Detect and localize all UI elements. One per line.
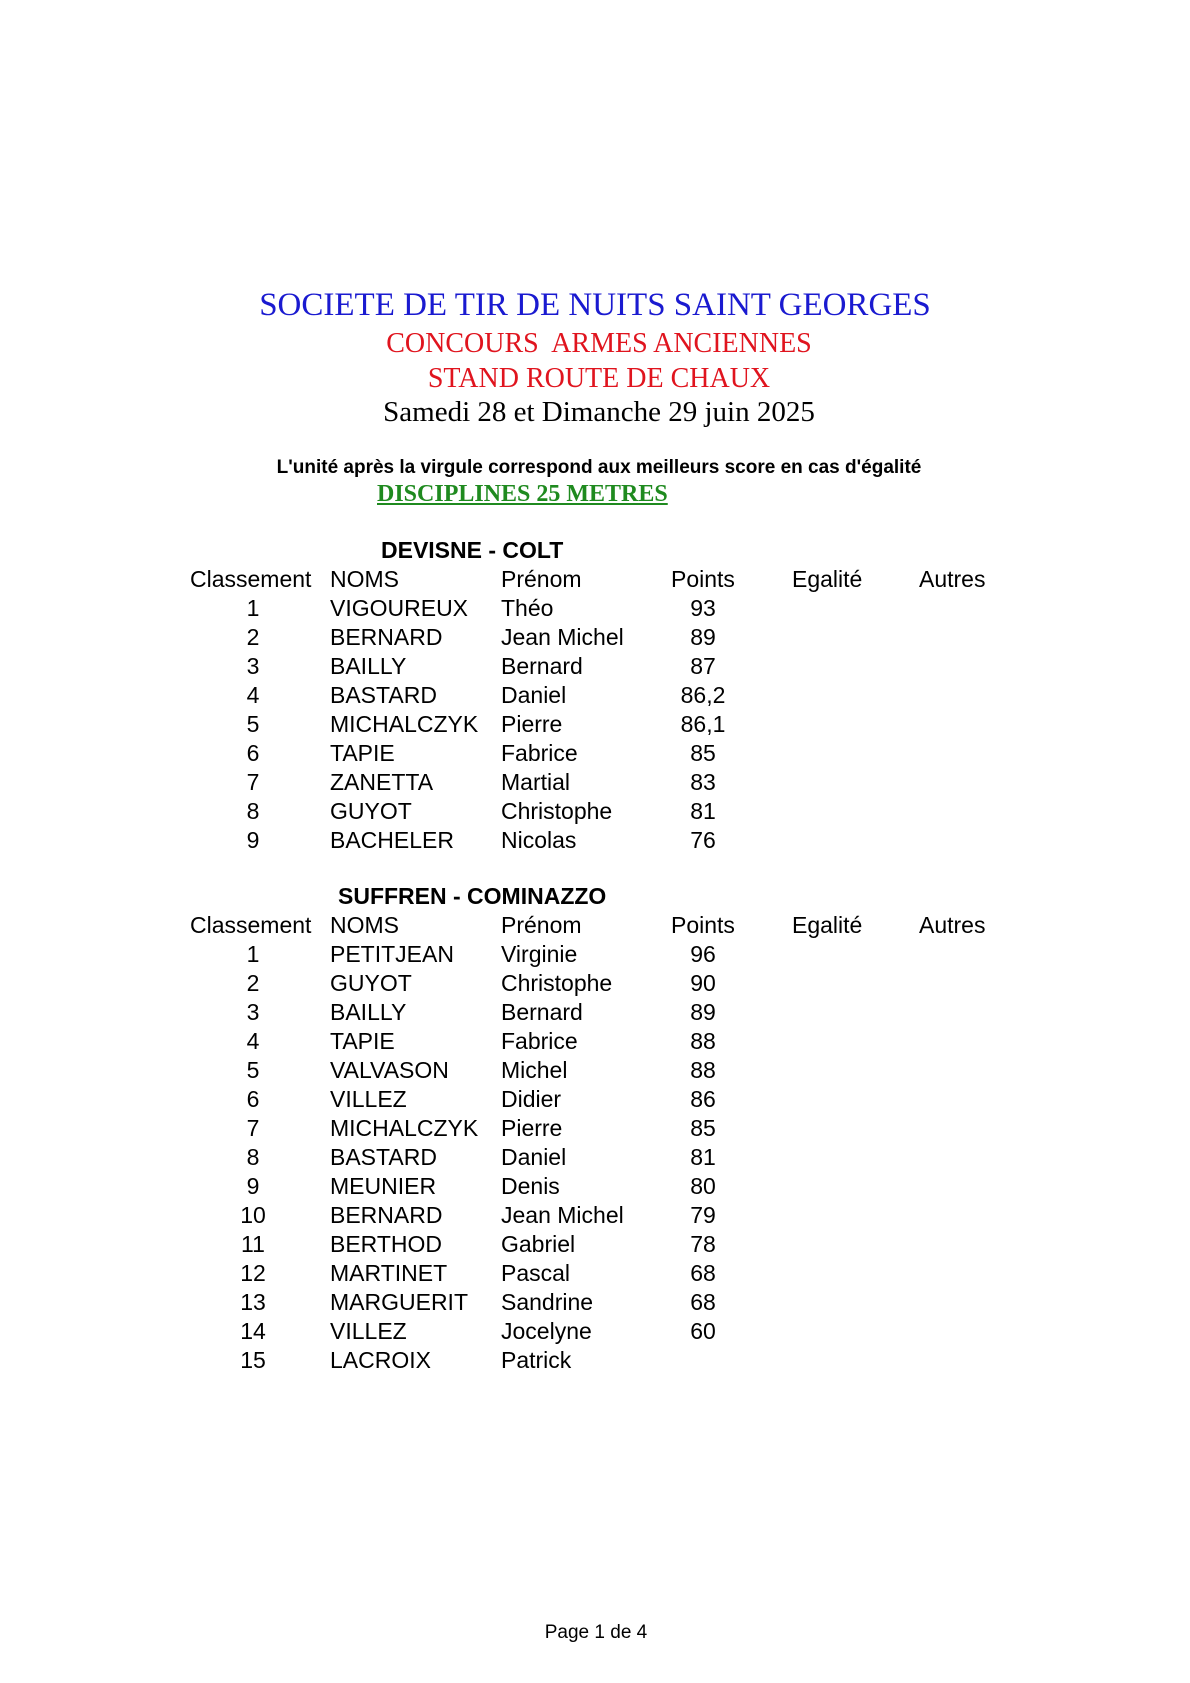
cell-first-name: Fabrice — [501, 1028, 578, 1054]
cell-rank: 14 — [240, 1318, 266, 1344]
cell-points: 68 — [690, 1260, 716, 1286]
table-row — [0, 624, 1190, 653]
cell-first-name: Michel — [501, 1057, 568, 1083]
table-row — [0, 798, 1190, 827]
table-row — [0, 1289, 1190, 1318]
table-header-row — [0, 912, 1190, 941]
cell-name: BAILLY — [330, 999, 407, 1025]
cell-name: VIGOUREUX — [330, 595, 469, 621]
cell-points: 93 — [690, 595, 716, 621]
cell-first-name: Pascal — [501, 1260, 571, 1286]
table-row — [0, 653, 1190, 682]
cell-rank: 6 — [246, 740, 260, 766]
column-header-first-name: Prénom — [501, 912, 582, 938]
cell-first-name: Nicolas — [501, 827, 577, 853]
cell-name: BERNARD — [330, 1202, 443, 1228]
column-header-tie: Egalité — [792, 912, 863, 938]
table-row — [0, 827, 1190, 856]
cell-rank: 5 — [246, 711, 260, 737]
table-row — [0, 1260, 1190, 1289]
cell-first-name: Denis — [501, 1173, 560, 1199]
cell-points: 76 — [690, 827, 716, 853]
cell-rank: 4 — [246, 1028, 260, 1054]
cell-name: BACHELER — [330, 827, 454, 853]
cell-name: BASTARD — [330, 682, 437, 708]
cell-name: ZANETTA — [330, 769, 434, 795]
cell-name: MICHALCZYK — [330, 711, 479, 737]
cell-first-name: Jocelyne — [501, 1318, 592, 1344]
cell-rank: 3 — [246, 653, 260, 679]
cell-name: LACROIX — [330, 1347, 431, 1373]
column-header-other: Autres — [919, 566, 986, 592]
discipline-heading: DISCIPLINES 25 METRES — [377, 481, 668, 507]
cell-points: 80 — [690, 1173, 716, 1199]
cell-first-name: Théo — [501, 595, 554, 621]
table-row — [0, 941, 1190, 970]
cell-rank: 1 — [246, 595, 260, 621]
cell-points: 81 — [690, 798, 716, 824]
cell-points: 78 — [690, 1231, 716, 1257]
table-row — [0, 1318, 1190, 1347]
document-title: SOCIETE DE TIR DE NUITS SAINT GEORGES — [259, 287, 931, 323]
cell-rank: 12 — [240, 1260, 266, 1286]
cell-first-name: Gabriel — [501, 1231, 576, 1257]
cell-points: 83 — [690, 769, 716, 795]
event-date: Samedi 28 et Dimanche 29 juin 2025 — [383, 396, 815, 428]
cell-points: 86,2 — [680, 682, 726, 708]
column-header-points: Points — [671, 912, 735, 938]
cell-points: 89 — [690, 999, 716, 1025]
cell-first-name: Didier — [501, 1086, 562, 1112]
cell-rank: 10 — [240, 1202, 266, 1228]
cell-name: GUYOT — [330, 798, 412, 824]
cell-rank: 2 — [246, 970, 260, 996]
cell-name: BASTARD — [330, 1144, 437, 1170]
cell-name: BAILLY — [330, 653, 407, 679]
cell-rank: 6 — [246, 1086, 260, 1112]
cell-rank: 15 — [240, 1347, 266, 1373]
table-row — [0, 1028, 1190, 1057]
table-row — [0, 1086, 1190, 1115]
cell-name: VALVASON — [330, 1057, 449, 1083]
cell-rank: 9 — [246, 1173, 260, 1199]
table-row — [0, 740, 1190, 769]
cell-rank: 7 — [246, 769, 260, 795]
cell-rank: 1 — [246, 941, 260, 967]
cell-name: BERTHOD — [330, 1231, 443, 1257]
table-row — [0, 1347, 1190, 1376]
column-header-rank: Classement — [190, 912, 312, 938]
cell-name: MARTINET — [330, 1260, 448, 1286]
cell-name: MEUNIER — [330, 1173, 437, 1199]
table-row — [0, 999, 1190, 1028]
table-row — [0, 682, 1190, 711]
cell-rank: 7 — [246, 1115, 260, 1141]
cell-name: BERNARD — [330, 624, 443, 650]
cell-name: MARGUERIT — [330, 1289, 468, 1315]
cell-rank: 8 — [246, 1144, 260, 1170]
cell-first-name: Sandrine — [501, 1289, 594, 1315]
cell-rank: 8 — [246, 798, 260, 824]
section-title: DEVISNE - COLT — [381, 537, 564, 563]
cell-points: 79 — [690, 1202, 716, 1228]
cell-rank: 13 — [240, 1289, 266, 1315]
cell-first-name: Patrick — [501, 1347, 572, 1373]
cell-first-name: Christophe — [501, 798, 613, 824]
cell-points: 88 — [690, 1028, 716, 1054]
cell-rank: 11 — [241, 1231, 265, 1257]
cell-first-name: Daniel — [501, 1144, 567, 1170]
cell-points: 85 — [690, 740, 716, 766]
cell-first-name: Jean Michel — [501, 1202, 624, 1228]
cell-rank: 3 — [246, 999, 260, 1025]
column-header-tie: Egalité — [792, 566, 863, 592]
cell-name: PETITJEAN — [330, 941, 454, 967]
table-row — [0, 711, 1190, 740]
cell-points: 96 — [690, 941, 716, 967]
cell-first-name: Christophe — [501, 970, 613, 996]
cell-first-name: Pierre — [501, 711, 563, 737]
table-row — [0, 1115, 1190, 1144]
cell-first-name: Daniel — [501, 682, 567, 708]
table-row — [0, 1144, 1190, 1173]
cell-name: MICHALCZYK — [330, 1115, 479, 1141]
cell-points: 85 — [690, 1115, 716, 1141]
table-row — [0, 1173, 1190, 1202]
column-header-first-name: Prénom — [501, 566, 582, 592]
cell-first-name: Pierre — [501, 1115, 563, 1141]
cell-first-name: Virginie — [501, 941, 578, 967]
table-row — [0, 1057, 1190, 1086]
cell-rank: 2 — [246, 624, 260, 650]
column-header-name: NOMS — [330, 912, 399, 938]
cell-name: TAPIE — [330, 740, 395, 766]
table-row — [0, 1202, 1190, 1231]
table-header-row — [0, 566, 1190, 595]
cell-points: 89 — [690, 624, 716, 650]
column-header-points: Points — [671, 566, 735, 592]
table-row — [0, 769, 1190, 798]
cell-points: 81 — [690, 1144, 716, 1170]
cell-points: 68 — [690, 1289, 716, 1315]
cell-first-name: Bernard — [501, 653, 583, 679]
column-header-name: NOMS — [330, 566, 399, 592]
cell-points: 90 — [690, 970, 716, 996]
cell-rank: 4 — [246, 682, 260, 708]
cell-points: 86,1 — [680, 711, 726, 737]
cell-name: VILLEZ — [330, 1086, 407, 1112]
tie-break-note: L'unité après la virgule correspond aux meilleurs score en cas d'égalité — [276, 457, 922, 478]
cell-name: TAPIE — [330, 1028, 395, 1054]
table-row — [0, 1231, 1190, 1260]
cell-first-name: Martial — [501, 769, 571, 795]
competition-subtitle: CONCOURS ARMES ANCIENNES — [386, 328, 812, 359]
table-row — [0, 595, 1190, 624]
table-row — [0, 970, 1190, 999]
page-footer: Page 1 de 4 — [544, 1622, 648, 1643]
cell-first-name: Jean Michel — [501, 624, 624, 650]
cell-points: 88 — [690, 1057, 716, 1083]
cell-first-name: Fabrice — [501, 740, 578, 766]
venue-subtitle: STAND ROUTE DE CHAUX — [427, 363, 771, 394]
column-header-other: Autres — [919, 912, 986, 938]
cell-points: 87 — [690, 653, 716, 679]
cell-points: 86 — [690, 1086, 716, 1112]
cell-points: 60 — [690, 1318, 716, 1344]
cell-first-name: Bernard — [501, 999, 583, 1025]
cell-name: GUYOT — [330, 970, 412, 996]
cell-name: VILLEZ — [330, 1318, 407, 1344]
column-header-rank: Classement — [190, 566, 312, 592]
cell-rank: 5 — [246, 1057, 260, 1083]
cell-rank: 9 — [246, 827, 260, 853]
section-title: SUFFREN - COMINAZZO — [338, 883, 607, 909]
